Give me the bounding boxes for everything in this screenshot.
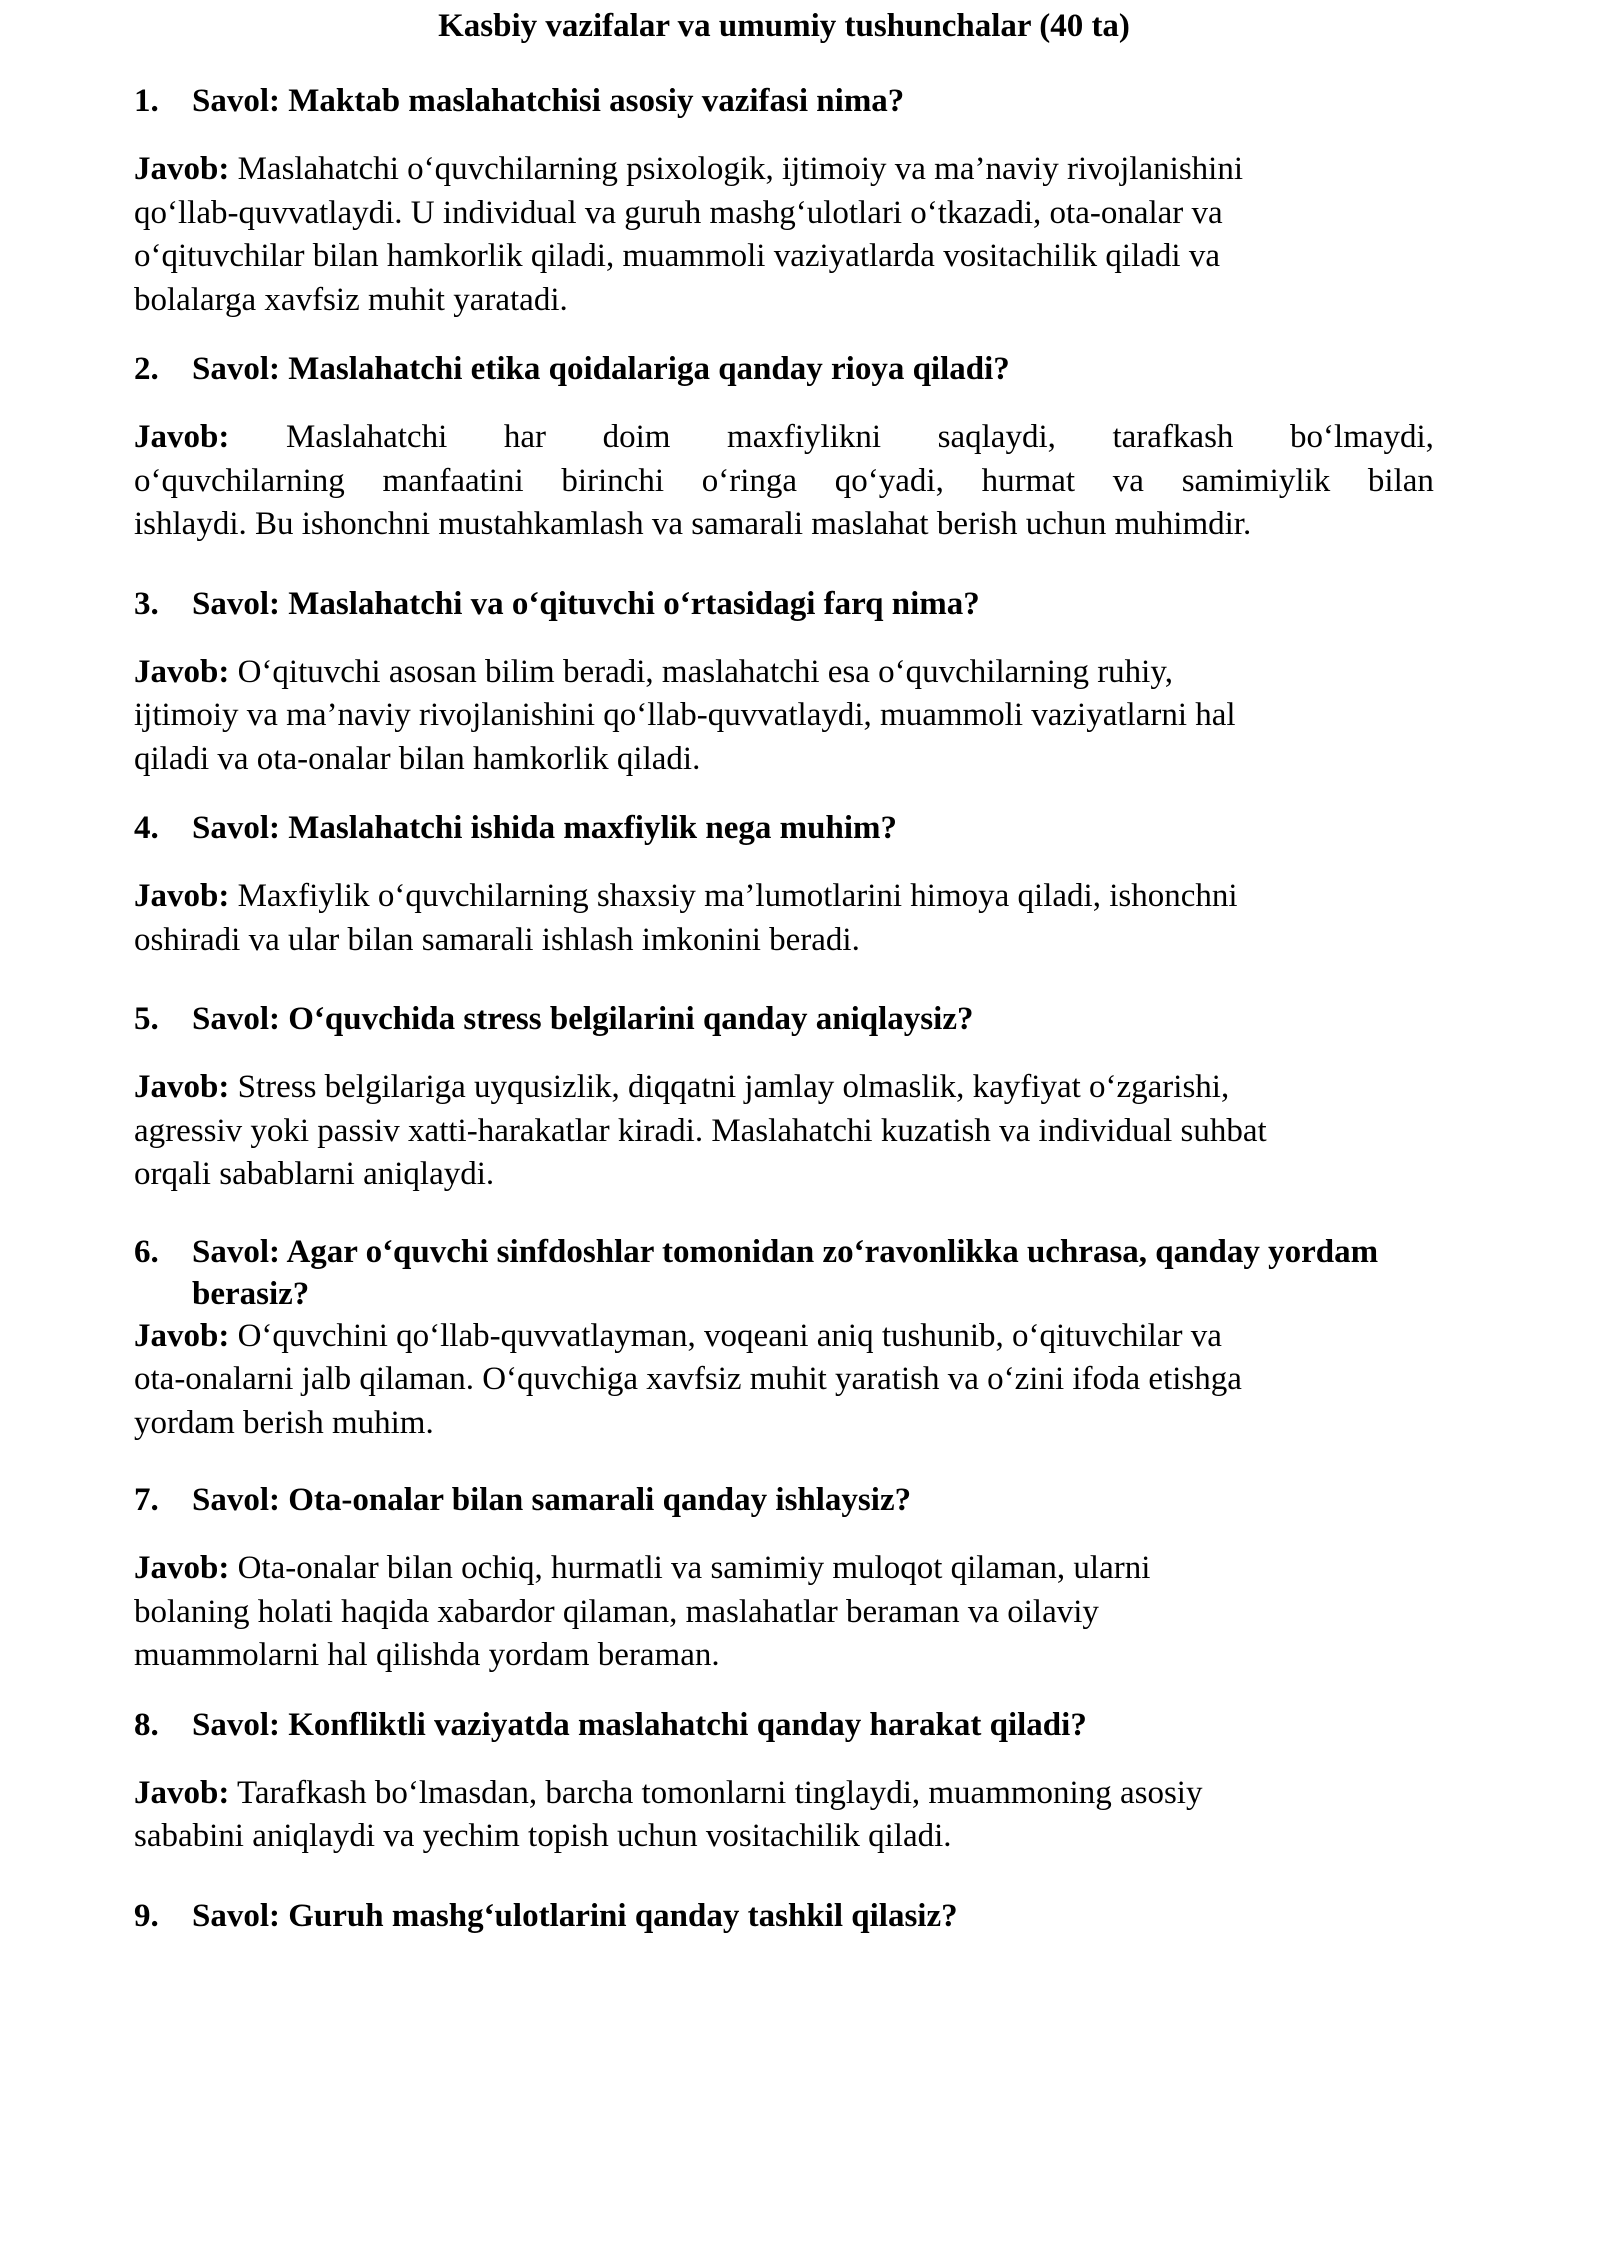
answer-line: o‘qituvchilar bilan hamkorlik qiladi, muammoli vaziyatlarda vositachilik qiladi va bbox=[134, 238, 1220, 274]
question-number: 7. bbox=[134, 1482, 159, 1518]
answer-word: o‘ringa bbox=[701, 462, 798, 499]
question-number: 3. bbox=[134, 585, 159, 622]
answer-word: hurmat bbox=[981, 462, 1076, 499]
answer-line: Ota-onalar bilan ochiq, hurmatli va samimiy muloqot qilaman, ularni bbox=[237, 1550, 1151, 1586]
answer-line-justified bbox=[134, 416, 1434, 460]
question bbox=[134, 1704, 1434, 1746]
answer-line: Maslahatchi o‘quvchilarning psixologik, ijtimoiy va ma’naviy rivojlanishini bbox=[237, 151, 1244, 187]
answer bbox=[134, 148, 1434, 322]
question-text: Savol: Maslahatchi etika qoidalariga qanday rioya qiladi? bbox=[192, 351, 1010, 387]
answer-line: ishlaydi. Bu ishonchni mustahkamlash va samarali maslahat berish uchun muhimdir. bbox=[134, 506, 1252, 542]
question-text: Savol: Guruh mashg‘ulotlarini qanday tashkil qilasiz? bbox=[192, 1897, 958, 1934]
answer-word: va bbox=[1112, 462, 1144, 499]
answer-word: saqlaydi, bbox=[937, 419, 1056, 455]
answer-line: agressiv yoki passiv xatti-harakatlar kiradi. Maslahatchi kuzatish va individual suhbat bbox=[134, 1112, 1267, 1149]
question-text: Savol: Agar o‘quvchi sinfdoshlar tomonidan zo‘ravonlikka uchrasa, qanday yordam berasiz? bbox=[192, 1233, 1379, 1312]
question bbox=[134, 1231, 1434, 1315]
answer-line: Stress belgilariga uyqusizlik, diqqatni jamlay olmaslik, kayfiyat o‘zgarishi, bbox=[237, 1069, 1230, 1105]
document-page bbox=[134, 0, 1434, 1937]
answer-line: oshiradi va ular bilan samarali ishlash imkonini beradi. bbox=[134, 921, 860, 958]
answer-line: ota-onalarni jalb qilaman. O‘quvchiga xavfsiz muhit yaratish va o‘zini ifoda etishga bbox=[134, 1361, 1242, 1397]
question-text: Savol: Maslahatchi ishida maxfiylik nega muhim? bbox=[192, 810, 898, 846]
answer-word: bilan bbox=[1367, 462, 1434, 499]
answer bbox=[134, 1315, 1434, 1446]
question-text: Savol: Konfliktli vaziyatda maslahatchi qanday harakat qiladi? bbox=[192, 1706, 1087, 1743]
answer bbox=[134, 1547, 1434, 1678]
answer-word: maxfiylikni bbox=[727, 419, 882, 455]
answer-line: Maxfiylik o‘quvchilarning shaxsiy ma’lumotlarini himoya qiladi, ishonchni bbox=[237, 878, 1238, 914]
answer-label: Javob: bbox=[134, 1317, 230, 1354]
qa-item-2 bbox=[134, 348, 1434, 547]
answer-word: har bbox=[503, 419, 546, 455]
answer-word: o‘quvchilarning bbox=[134, 462, 345, 499]
answer-line: O‘quvchini qo‘llab-quvvatlayman, voqeani aniq tushunib, o‘qituvchilar va bbox=[237, 1317, 1222, 1354]
question-text: Savol: Maslahatchi va o‘qituvchi o‘rtasidagi farq nima? bbox=[192, 585, 980, 622]
question-number: 4. bbox=[134, 810, 159, 846]
answer-line: Tarafkash bo‘lmasdan, barcha tomonlarni tinglaydi, muammoning asosiy bbox=[237, 1774, 1203, 1811]
answer-line: sababini aniqlaydi va yechim topish uchun vositachilik qiladi. bbox=[134, 1818, 952, 1854]
question bbox=[134, 80, 1434, 122]
question bbox=[134, 1895, 1434, 1937]
answer-line: bolaning holati haqida xabardor qilaman, maslahatlar beraman va oilaviy bbox=[134, 1593, 1099, 1630]
answer bbox=[134, 651, 1434, 782]
answer bbox=[134, 1772, 1434, 1859]
question-number: 5. bbox=[134, 1001, 159, 1037]
answer-label: Javob: bbox=[134, 151, 230, 187]
question-number: 8. bbox=[134, 1706, 159, 1743]
answer-line: qiladi va ota-onalar bilan hamkorlik qiladi. bbox=[134, 740, 701, 777]
answer bbox=[134, 1066, 1434, 1197]
question-number: 6. bbox=[134, 1233, 159, 1270]
page-title: Kasbiy vazifalar va umumiy tushunchalar (40 ta) bbox=[438, 8, 1130, 44]
answer-label: Javob: bbox=[134, 653, 230, 690]
question bbox=[134, 807, 1434, 849]
answer-label: Javob: bbox=[134, 1069, 230, 1105]
answer bbox=[134, 875, 1434, 962]
question-text: Savol: O‘quvchida stress belgilarini qanday aniqlaysiz? bbox=[192, 1001, 974, 1037]
qa-item-4 bbox=[134, 807, 1434, 962]
question-text: Savol: Ota-onalar bilan samarali qanday ishlaysiz? bbox=[192, 1482, 912, 1518]
qa-item-7 bbox=[134, 1479, 1434, 1678]
question-number: 9. bbox=[134, 1897, 159, 1934]
answer-label: Javob: bbox=[134, 1550, 230, 1586]
answer-label: Javob: bbox=[134, 878, 230, 914]
answer bbox=[134, 416, 1434, 547]
question-number: 2. bbox=[134, 351, 159, 387]
question-text: Savol: Maktab maslahatchisi asosiy vazifasi nima? bbox=[192, 83, 905, 119]
question bbox=[134, 348, 1434, 390]
answer-line: qo‘llab-quvvatlaydi. U individual va guruh mashg‘ulotlari o‘tkazadi, ota-onalar va bbox=[134, 194, 1223, 231]
answer-word: birinchi bbox=[561, 462, 665, 499]
answer-word: samimiylik bbox=[1181, 462, 1331, 499]
answer-line: O‘qituvchi asosan bilim beradi, maslahatchi esa o‘quvchilarning ruhiy, bbox=[237, 653, 1173, 690]
question bbox=[134, 583, 1434, 625]
answer-word: Maslahatchi bbox=[285, 419, 448, 455]
answer-word: qo‘yadi, bbox=[834, 462, 944, 499]
question bbox=[134, 1479, 1434, 1521]
answer-line-justified bbox=[134, 460, 1434, 504]
question bbox=[134, 998, 1434, 1040]
answer-label: Javob: bbox=[134, 419, 230, 455]
qa-item-1 bbox=[134, 80, 1434, 322]
qa-item-3 bbox=[134, 583, 1434, 782]
answer-line: muammolarni hal qilishda yordam beraman. bbox=[134, 1637, 720, 1673]
answer-line: yordam berish muhim. bbox=[134, 1404, 434, 1441]
question-number: 1. bbox=[134, 83, 159, 119]
qa-item-8 bbox=[134, 1704, 1434, 1859]
answer-word: bo‘lmaydi, bbox=[1290, 419, 1434, 455]
answer-word: manfaatini bbox=[382, 462, 524, 499]
answer-label: Javob: bbox=[134, 1774, 230, 1811]
answer-line: bolalarga xavfsiz muhit yaratadi. bbox=[134, 281, 568, 318]
qa-item-9 bbox=[134, 1895, 1434, 1937]
qa-item-6 bbox=[134, 1231, 1434, 1446]
answer-line: ijtimoiy va ma’naviy rivojlanishini qo‘llab-quvvatlaydi, muammoli vaziyatlarni hal bbox=[134, 697, 1236, 733]
answer-line: orqali sabablarni aniqlaydi. bbox=[134, 1156, 495, 1192]
answer-word: tarafkash bbox=[1112, 419, 1234, 455]
qa-item-5 bbox=[134, 998, 1434, 1197]
answer-word: doim bbox=[602, 419, 671, 455]
